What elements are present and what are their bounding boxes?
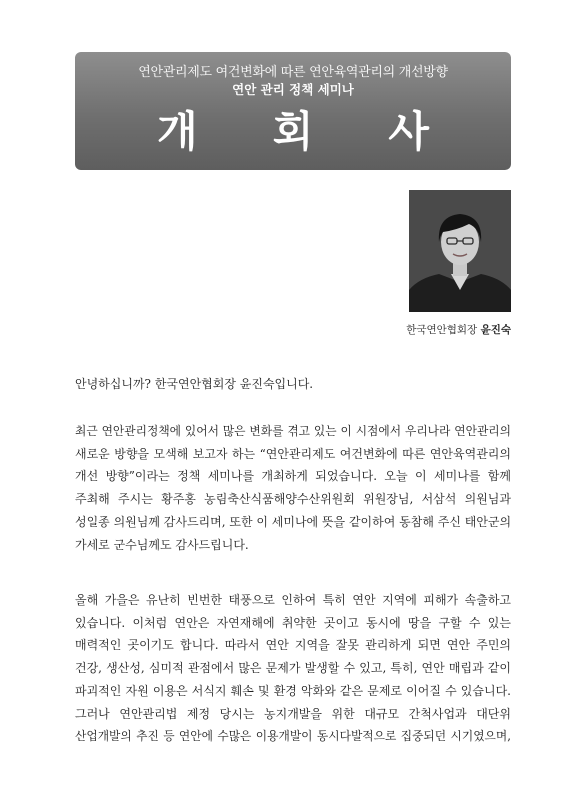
banner-subtitle: 연안관리제도 여건변화에 따른 연안육역관리의 개선방향 [138,65,448,80]
banner-seminar-title: 연안 관리 정책 세미나 [232,82,354,97]
text-line: 매력적인 곳이기도 합니다. 따라서 연안 지역을 잘못 관리하게 되면 연안 주민의 [75,638,511,653]
author-org: 한국연안협회장 [406,324,478,336]
text-line: 건강, 생산성, 심미적 관점에서 많은 문제가 발생할 수 있고, 특히, 연안 매립과 같이 [75,661,511,676]
banner-title-char: 사 [388,107,429,156]
author-caption [406,322,511,337]
title-banner [75,52,511,170]
banner-main-title [75,107,511,157]
paragraph-seminar-intro [75,420,511,556]
text-line: 주최해 주시는 황주홍 농림축산식품해양수산위원회 위원장님, 서삼석 의원님과 [75,492,511,507]
text-line: 새로운 방향을 모색해 보고자 하는 “연안관리제도 여건변화에 따른 연안육역관리의 [75,446,511,461]
text-line: 그러나 연안관리법 제정 당시는 농지개발을 위한 대규모 간척사업과 대단위 [75,706,511,721]
text-line: 성일종 의원님께 감사드리며, 또한 이 세미나에 뜻을 같이하여 동참해 주신 태안군의 [75,514,512,529]
paragraph-coastal-issues [75,589,511,748]
author-name: 윤진숙 [480,324,511,336]
text-line: 올해 가을은 유난히 빈번한 태풍으로 인하여 특히 연안 지역에 피해가 속출하고 [75,593,511,607]
text-line: 최근 연안관리정책에 있어서 많은 변화를 겪고 있는 이 시점에서 우리나라 연안관리의 [75,424,511,438]
banner-title-char: 회 [272,107,314,156]
text-line: 가세로 군수님께도 감사드립니다. [75,537,249,552]
text-line: 파괴적인 자원 이용은 서식지 훼손 및 환경 악화와 같은 문제로 이어질 수 있습니다. [75,683,511,698]
text-line: 있습니다. 이처럼 연안은 자연재해에 취약한 곳이고 동시에 땅을 구할 수 있는 [75,615,511,630]
banner-title-char: 개 [157,107,198,156]
text-line: 산업개발의 추진 등 연안에 수많은 이용개발이 동시다발적으로 집중되던 시기였으며, [75,729,511,744]
paragraph-greeting [75,373,511,396]
author-portrait-photo [409,190,511,312]
text-line: 안녕하십니까? 한국연안협회장 윤진숙입니다. [75,377,314,391]
portrait-image [409,190,511,312]
text-line: 개선 방향”이라는 정책 세미나를 개최하게 되었습니다. 오늘 이 세미나를 함께 [75,469,511,484]
